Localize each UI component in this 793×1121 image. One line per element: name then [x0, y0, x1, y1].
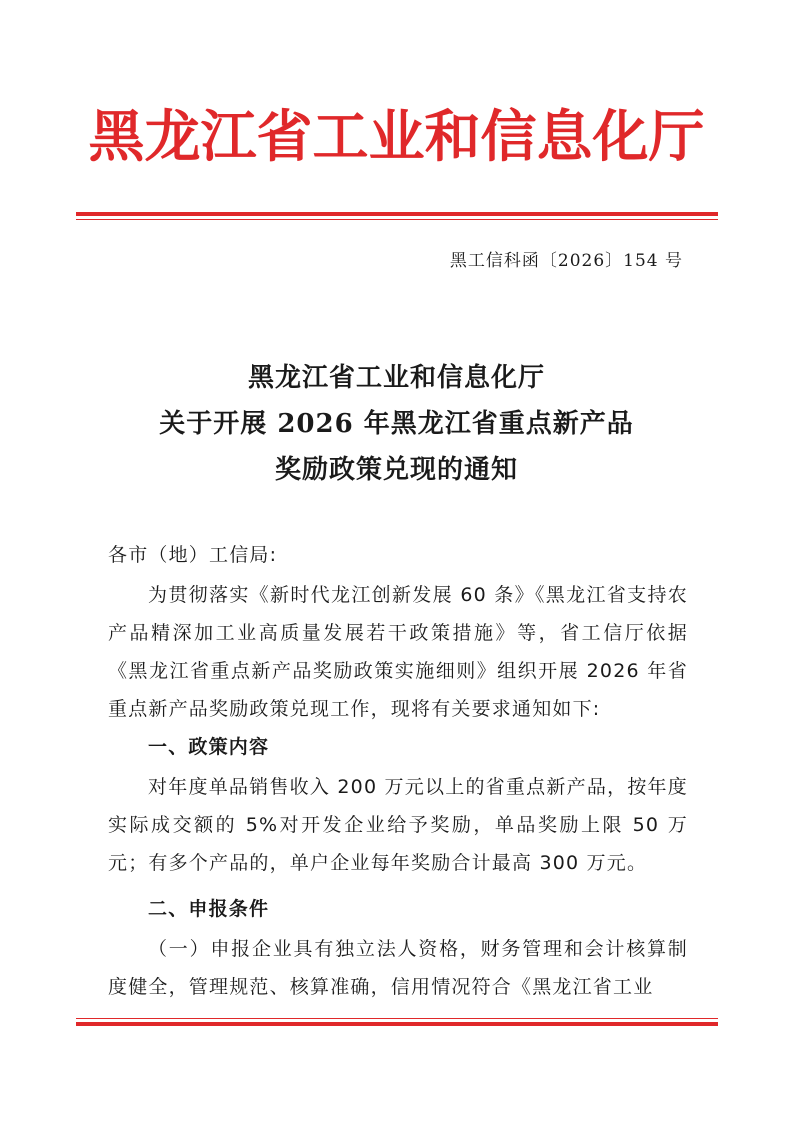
document-title-line-1: 黑龙江省工业和信息化厅: [247, 363, 545, 393]
document-number: 黑工信科函〔2026〕154 号: [449, 251, 683, 271]
addressee: 各市（地）工信局:: [108, 544, 278, 566]
letterhead-red-rule: [76, 212, 718, 220]
policy-paragraph: 对年度单品销售收入 200 万元以上的省重点新产品，按年度实际成交额的 5%对开发企业给予奖励，单品奖励上限 50 万元；有多个产品的，单户企业每年奖励合计最高 300 万元。: [108, 776, 688, 874]
condition-paragraph: （一）申报企业具有独立法人资格，财务管理和会计核算制度健全，管理规范、核算准确，信用情况符合《黑龙江省工业: [108, 938, 688, 998]
section-heading-conditions: 二、申报条件: [148, 898, 270, 920]
intro-paragraph: 为贯彻落实《新时代龙江创新发展 60 条》《黑龙江省支持农产品精深加工业高质量发展若干政策措施》等，省工信厅依据《黑龙江省重点新产品奖励政策实施细则》组织开展 2026 年省重点新产品奖励政策兑现工作，现将有关要求通知如下:: [108, 584, 688, 720]
footer-red-rule: [76, 1018, 718, 1026]
section-heading-policy: 一、政策内容: [148, 736, 270, 758]
letterhead-org-name: 黑龙江省工业和信息化厅: [88, 105, 705, 170]
document-title-line-2: 关于开展 2026 年黑龙江省重点新产品: [159, 409, 634, 439]
document-title-line-3: 奖励政策兑现的通知: [274, 455, 518, 485]
